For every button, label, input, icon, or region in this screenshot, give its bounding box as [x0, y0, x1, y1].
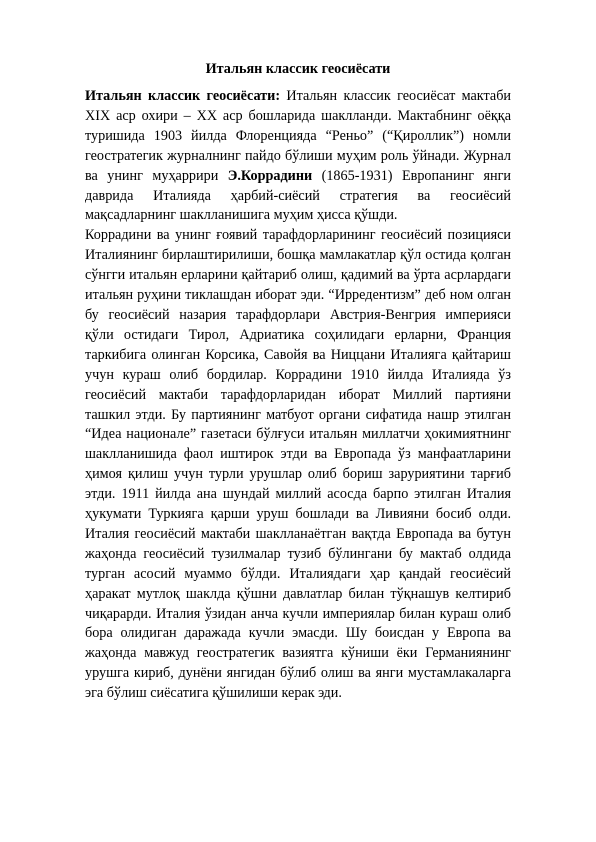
document-title: Итальян классик геосиёсати — [205, 61, 391, 77]
paragraph-1-text-2: (1865-1931) Европанинг янги даврида Италияда ҳарбий-сиёсий стратегия ва геосиёсий мақсадларнинг шаклланишига муҳим ҳисса қўшди. — [85, 167, 511, 224]
paragraph-lead: Итальян классик геосиёсати: — [85, 88, 281, 104]
paragraph-2: Коррадини ва унинг ғоявий тарафдорларининг геосиёсий позицияси Италиянинг бирлаштирилиши, бошқа мамлакатлар қўл остида қолган сўнгги итальян ерларини қайтариб олиш, қадимий ва ўрта асрлардаги итальян руҳини тиклашдан иборат эди. “Ирредентизм” деб ном олган бу геосиёсий назария тарафдорлари Австрия-Венгрия империяси қўли остидаги Тирол, Адриатика соҳилидаги ерларни, Франция таркибига олинган Корсика, Савойя ва Ниццани Италияга қайтариш учун кураш олиб бордилар. Коррадини 1910 йилда Италияда ўз геосиёсий мактаби тарафдорларидан иборат Миллий партияни ташкил этди. Бу партиянинг матбуот органи сифатида нашр этилган “Идеа национале” газетаси бўлғуси итальян миллатчи ҳокимиятнинг шаклланишида фаол иштирок этди ва Европада ўз манфаатларини ҳимоя қилиш учун турли урушлар олиб бориш заруриятини тарғиб этди. 1911 йилда ана шундай миллий асосда барпо этилган Италия ҳукумати Туркияга қарши уруш бошлади ва Ливияни босиб олди. Италия геосиёсий мактаби шаклланаётган вақтда Европада ва бутун жаҳонда геосиёсий тузилмалар тузиб бўлингани бу мактаб олдида турган асосий муаммо бўлди. Италиядаги ҳар қандай геосиёсий ҳаракат мутлоқ шаклда қўшни давлатлар билан тўқнашув келтириб чиқарарди. Италия ўзидан анча кучли империялар билан кураш олиб бора олидиган даражада кучли эмасди. Шу боисдан у Европа ва жаҳонда мавжуд геостратегик вазиятга кўниши ёки Германиянинг урушга кириб, дунёни янгидан бўлиб олиш ва янги мустамлакаларга эга бўлиш сиёсатига қўшилиши керак эди. — [85, 227, 511, 702]
author-name: Э.Коррадини — [227, 167, 313, 184]
paragraph-1-text: Итальян классик геосиёсат мактаби XIX аср охири – XX аср бошларида шаклланди. Мактабнинг оёққа туришида 1903 йилда Флоренцияда “Реньо” (“Қироллик”) номли геостратегик журналнинг пайдо бўлиши муҳим роль ўйнади. Журнал ва унинг муҳаррири — [85, 88, 511, 184]
document-page — [85, 60, 511, 704]
paragraph-1 — [85, 87, 511, 226]
